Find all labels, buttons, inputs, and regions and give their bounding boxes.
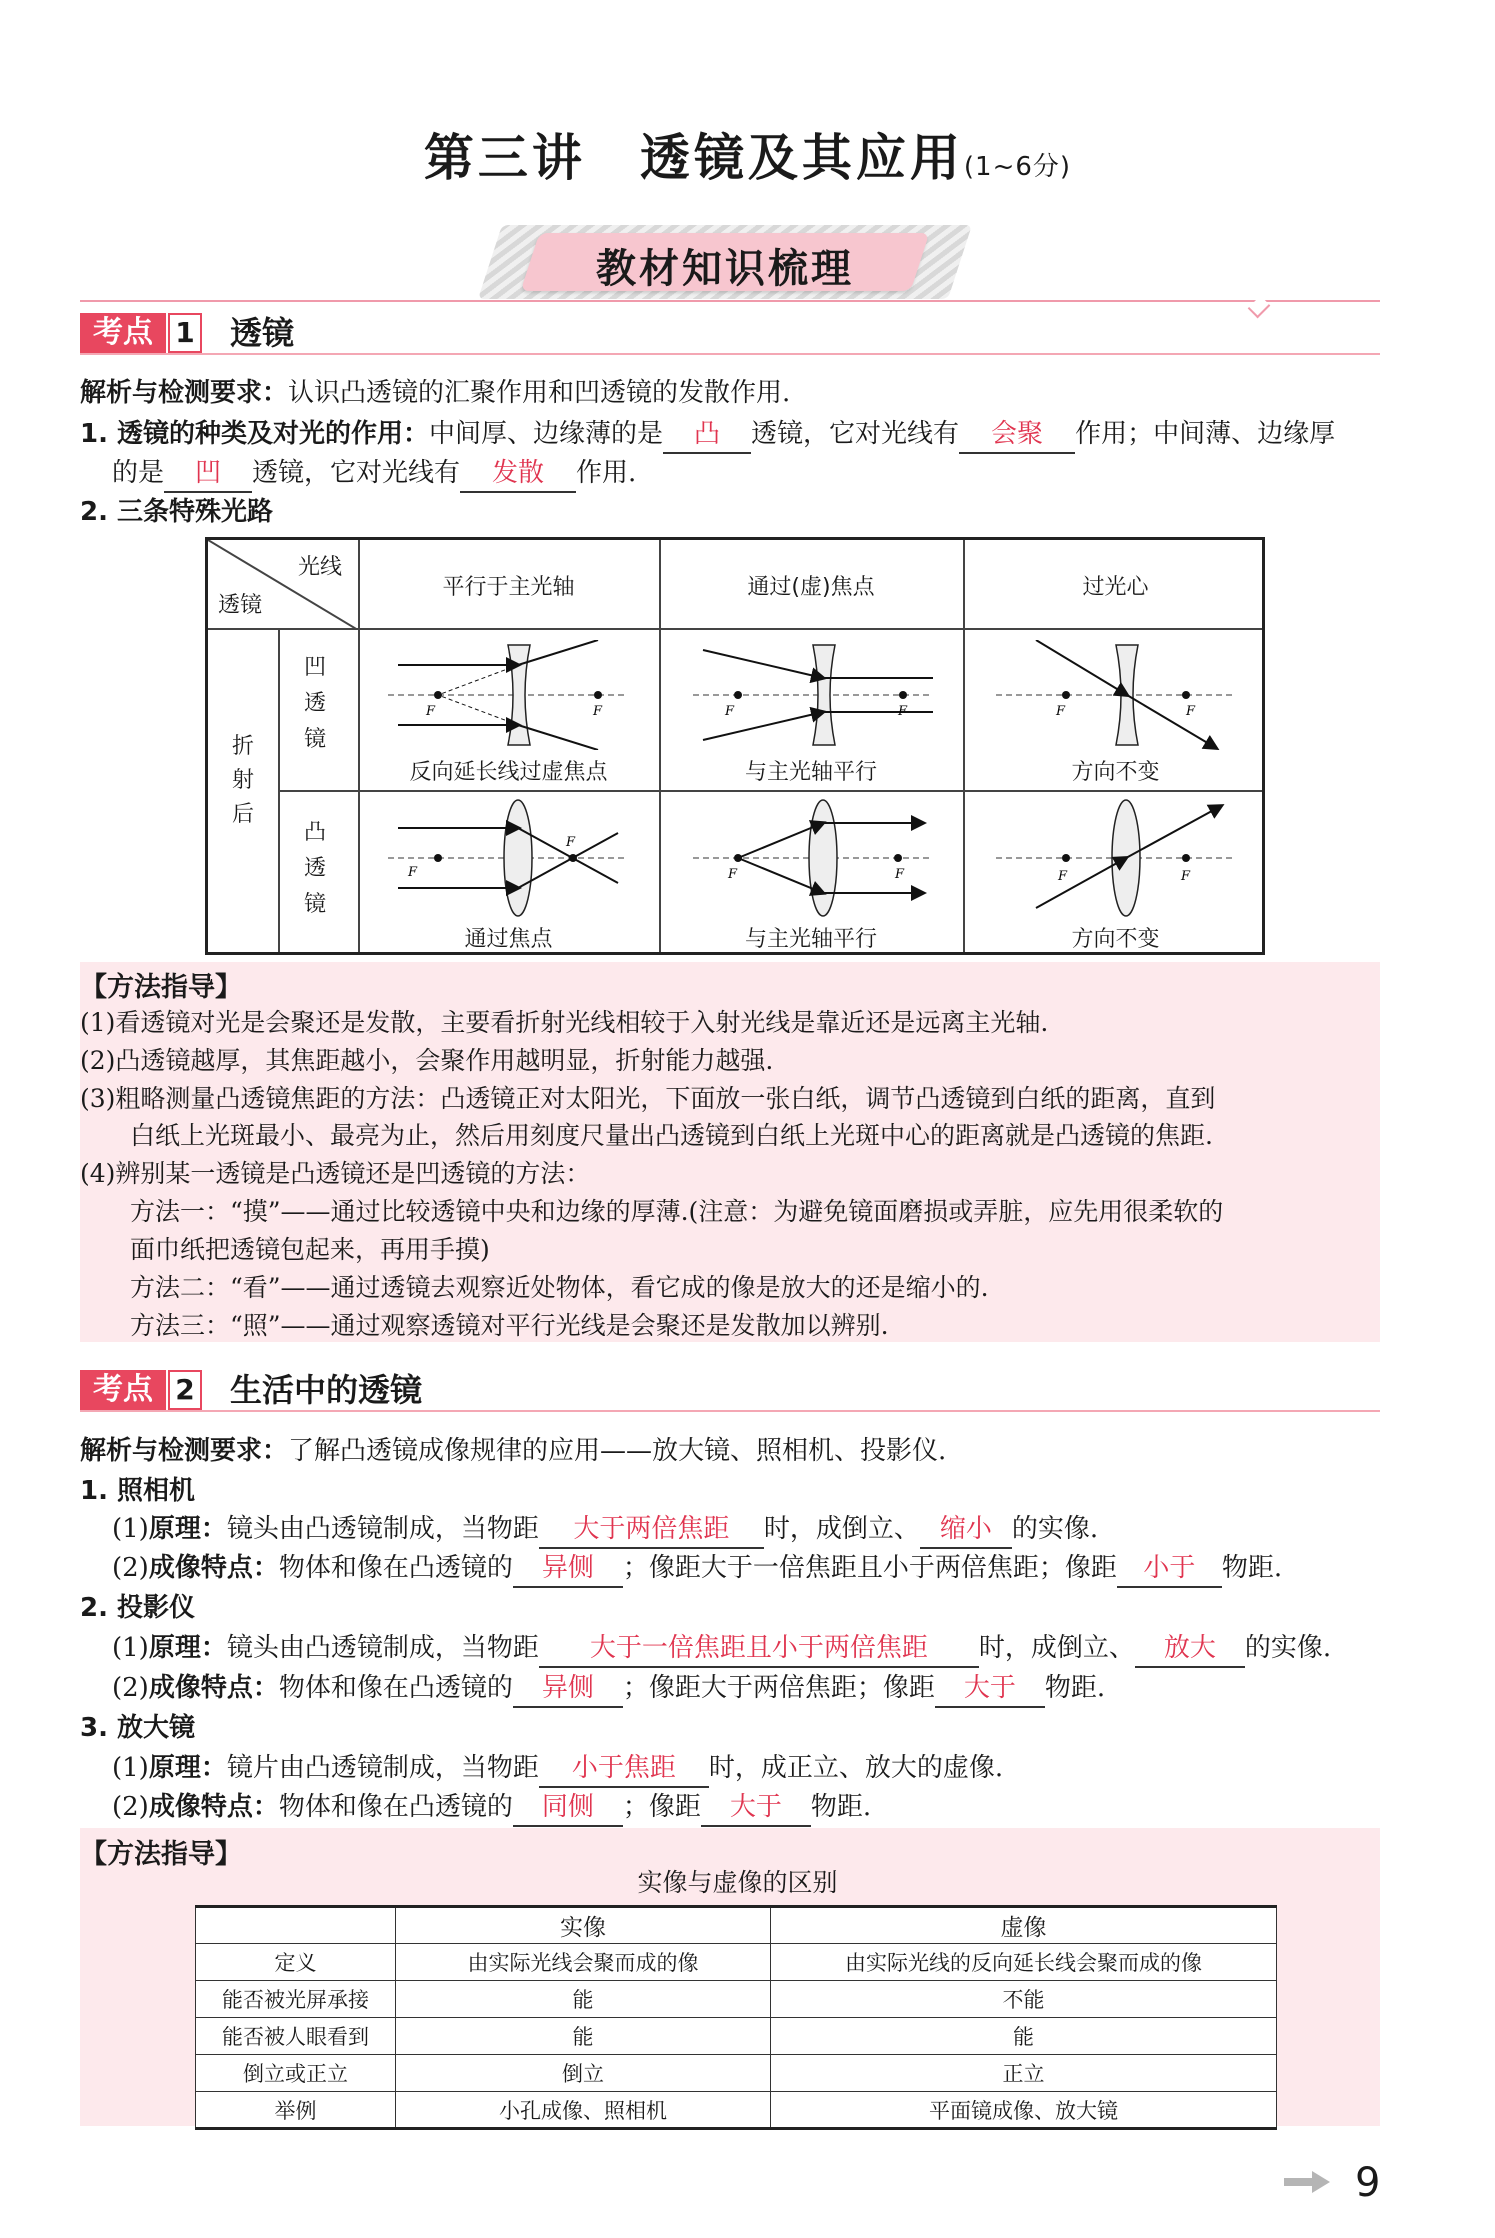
text: 物距. bbox=[1221, 1553, 1283, 1583]
focus-label: F bbox=[408, 865, 418, 880]
projector-principle bbox=[112, 1630, 1331, 1668]
header-divider bbox=[80, 300, 1380, 302]
camera-principle bbox=[112, 1511, 1098, 1549]
convex-focus-diagram bbox=[673, 798, 953, 923]
text: 原理： bbox=[148, 1753, 227, 1783]
focus-label: F bbox=[566, 835, 576, 850]
text: (1) bbox=[112, 1753, 149, 1783]
magnifier-principle bbox=[112, 1750, 1003, 1788]
answer-blank: 大于一倍焦距且小于两倍焦距 bbox=[539, 1630, 979, 1668]
method1-line8: 方法二：“看”——通过透镜去观察近处物体，看它成的像是放大的还是缩小的. bbox=[130, 1273, 989, 1302]
kaodian-number: 1 bbox=[168, 313, 202, 353]
focus-label: F bbox=[898, 704, 908, 719]
focus-label: F bbox=[593, 704, 603, 719]
method1-line1: (1)看透镜对光是会聚还是发散，主要看折射光线相较于入射光线是靠近还是远离主光轴. bbox=[80, 1008, 1049, 1037]
table-cell: 正立 bbox=[771, 2055, 1277, 2092]
answer-blank: 放大 bbox=[1135, 1630, 1245, 1668]
table-header-row bbox=[196, 1907, 1277, 1944]
item1-label: 1. 透镜的种类及对光的作用： bbox=[80, 419, 430, 449]
table-cell: 小孔成像、照相机 bbox=[396, 2092, 771, 2129]
item1-line2 bbox=[112, 455, 636, 493]
table-header bbox=[196, 1907, 396, 1944]
table-cell: 定义 bbox=[196, 1944, 396, 1981]
answer-blank: 小于 bbox=[1117, 1550, 1222, 1588]
r2c1-caption: 通过焦点 bbox=[464, 927, 553, 952]
method1-line9: 方法三：“照”——通过观察透镜对平行光线是会聚还是发散加以辨别. bbox=[130, 1311, 889, 1340]
kaodian-label: 考点 bbox=[80, 313, 166, 353]
side-label: 折射后 bbox=[231, 734, 254, 827]
text: (1) bbox=[112, 1514, 149, 1544]
text: 作用；中间薄、边缘厚 bbox=[1075, 419, 1336, 449]
text: 透镜，它对光线有 bbox=[751, 419, 960, 449]
method1-line6: 方法一：“摸”——通过比较透镜中央和边缘的厚薄.(注意：为避免镜面磨损或弄脏，应先用很柔软的 bbox=[130, 1197, 1224, 1226]
answer-blank: 异侧 bbox=[513, 1670, 623, 1708]
method1-line3: (3)粗略测量凸透镜焦距的方法：凸透镜正对太阳光，下面放一张白纸，调节凸透镜到白纸的距离，直到 bbox=[80, 1084, 1216, 1113]
camera-features bbox=[112, 1550, 1282, 1588]
table-header: 实像 bbox=[396, 1907, 771, 1944]
requirement-1 bbox=[80, 375, 790, 411]
page-title bbox=[0, 118, 1495, 190]
kaodian-name: 透镜 bbox=[230, 314, 295, 352]
method1-line4: 白纸上光斑最小、最亮为止，然后用刻度尺量出凸透镜到白纸上光斑中心的距离就是凸透镜的焦距. bbox=[130, 1121, 1213, 1150]
text: 镜头由凸透镜制成，当物距 bbox=[226, 1514, 539, 1544]
section-banner bbox=[490, 225, 960, 299]
page-arrow-icon bbox=[1282, 2168, 1332, 2196]
table-cell: 平面镜成像、放大镜 bbox=[771, 2092, 1277, 2129]
text: 原理： bbox=[148, 1514, 227, 1544]
optics-table bbox=[205, 537, 1265, 955]
requirement-2 bbox=[80, 1433, 946, 1469]
score-range: (1~6分) bbox=[963, 152, 1072, 182]
text: 的是 bbox=[112, 458, 165, 488]
method1-line7: 面巾纸把透镜包起来，再用手摸) bbox=[130, 1235, 490, 1264]
title-text: 第三讲 透镜及其应用 bbox=[423, 129, 964, 187]
answer-blank: 同侧 bbox=[513, 1789, 623, 1827]
row2-label: 凸透镜 bbox=[303, 820, 326, 917]
text: 原理： bbox=[148, 1633, 227, 1663]
table-row bbox=[196, 2018, 1277, 2055]
text: 成像特点： bbox=[148, 1553, 279, 1583]
text: 成像特点： bbox=[148, 1792, 279, 1822]
item1-line1 bbox=[80, 416, 1335, 454]
answer-blank: 小于焦距 bbox=[539, 1750, 709, 1788]
table-row bbox=[196, 1944, 1277, 1981]
table-cell: 由实际光线会聚而成的像 bbox=[396, 1944, 771, 1981]
text: (2) bbox=[112, 1553, 149, 1583]
convex-center-diagram bbox=[976, 798, 1256, 923]
kaodian-name: 生活中的透镜 bbox=[230, 1371, 423, 1409]
text: ；像距 bbox=[622, 1792, 701, 1822]
text: ；像距大于一倍焦距且小于两倍焦距；像距 bbox=[622, 1553, 1117, 1583]
answer-blank: 大于 bbox=[701, 1789, 811, 1827]
item2-label: 2. 三条特殊光路 bbox=[80, 497, 274, 527]
text: 物体和像在凸透镜的 bbox=[278, 1792, 513, 1822]
table-cell: 能否被光屏承接 bbox=[196, 1981, 396, 2018]
focus-label: F bbox=[1181, 869, 1191, 884]
answer-blank: 缩小 bbox=[920, 1511, 1012, 1549]
text: 时，成倒立、 bbox=[978, 1633, 1135, 1663]
text: 物体和像在凸透镜的 bbox=[278, 1553, 513, 1583]
table-cell: 倒立 bbox=[396, 2055, 771, 2092]
text: 中间厚、边缘薄的是 bbox=[429, 419, 664, 449]
concave-center-diagram bbox=[976, 640, 1256, 750]
table-row bbox=[196, 2092, 1277, 2129]
answer-blank: 大于 bbox=[935, 1670, 1045, 1708]
text: 物体和像在凸透镜的 bbox=[278, 1673, 513, 1703]
col-header-1: 平行于主光轴 bbox=[442, 575, 575, 600]
text: 物距. bbox=[810, 1792, 872, 1822]
text: 物距. bbox=[1044, 1673, 1106, 1703]
focus-label: F bbox=[1058, 869, 1068, 884]
table-cell: 倒立或正立 bbox=[196, 2055, 396, 2092]
convex-parallel-diagram bbox=[368, 798, 648, 923]
table-cell: 能 bbox=[396, 2018, 771, 2055]
camera-title: 1. 照相机 bbox=[80, 1476, 196, 1506]
text: (2) bbox=[112, 1792, 149, 1822]
focus-label: F bbox=[426, 704, 436, 719]
magnifier-features bbox=[112, 1789, 871, 1827]
table-header: 虚像 bbox=[771, 1907, 1277, 1944]
method-head-1: 【方法指导】 bbox=[80, 972, 242, 1003]
magnifier-title: 3. 放大镜 bbox=[80, 1713, 196, 1743]
answer-blank: 凸 bbox=[663, 416, 751, 454]
requirement-label: 解析与检测要求： bbox=[80, 378, 289, 408]
table-cell: 不能 bbox=[771, 1981, 1277, 2018]
answer-blank: 会聚 bbox=[959, 416, 1075, 454]
requirement-text: 认识凸透镜的汇聚作用和凹透镜的发散作用. bbox=[288, 378, 791, 408]
answer-blank: 凹 bbox=[164, 455, 252, 493]
kaodian-number: 2 bbox=[168, 1370, 202, 1410]
kaodian-label: 考点 bbox=[80, 1370, 166, 1410]
row1-label: 凹透镜 bbox=[303, 655, 326, 752]
focus-label: F bbox=[1186, 704, 1196, 719]
table-cell: 能 bbox=[396, 1981, 771, 2018]
corner-bottom: 透镜 bbox=[218, 593, 263, 618]
page-number: 9 bbox=[1355, 2160, 1381, 2206]
concave-focus-diagram bbox=[673, 640, 953, 750]
text: (2) bbox=[112, 1673, 149, 1703]
table-cell: 举例 bbox=[196, 2092, 396, 2129]
r1c3-caption: 方向不变 bbox=[1071, 760, 1160, 785]
text: 作用. bbox=[576, 458, 637, 488]
requirement-label: 解析与检测要求： bbox=[80, 1436, 289, 1466]
text: 镜片由凸透镜制成，当物距 bbox=[226, 1753, 539, 1783]
focus-label: F bbox=[895, 867, 905, 882]
table-cell: 能否被人眼看到 bbox=[196, 2018, 396, 2055]
text: ；像距大于两倍焦距；像距 bbox=[622, 1673, 935, 1703]
r1c1-caption: 反向延长线过虚焦点 bbox=[409, 760, 608, 785]
text: (1) bbox=[112, 1633, 149, 1663]
r2c3-caption: 方向不变 bbox=[1071, 927, 1160, 952]
text: 透镜，它对光线有 bbox=[252, 458, 461, 488]
table-row bbox=[196, 1981, 1277, 2018]
focus-label: F bbox=[725, 704, 735, 719]
answer-blank: 异侧 bbox=[513, 1550, 623, 1588]
col-header-3: 过光心 bbox=[1082, 575, 1149, 600]
table-row bbox=[196, 2055, 1277, 2092]
method1-line5: (4)辨别某一透镜是凸透镜还是凹透镜的方法： bbox=[80, 1159, 591, 1188]
table-cell: 由实际光线的反向延长线会聚而成的像 bbox=[771, 1944, 1277, 1981]
text: 的实像. bbox=[1011, 1514, 1099, 1544]
text: 成像特点： bbox=[148, 1673, 279, 1703]
answer-blank: 大于两倍焦距 bbox=[539, 1511, 764, 1549]
r1c2-caption: 与主光轴平行 bbox=[744, 760, 877, 785]
banner-text: 教材知识梳理 bbox=[596, 246, 854, 292]
real-virtual-table bbox=[195, 1905, 1277, 2130]
r2c2-caption: 与主光轴平行 bbox=[744, 927, 877, 952]
answer-blank: 发散 bbox=[460, 455, 576, 493]
requirement-text: 了解凸透镜成像规律的应用——放大镜、照相机、投影仪. bbox=[288, 1436, 947, 1466]
text: 时，成正立、放大的虚像. bbox=[708, 1753, 1004, 1783]
concave-parallel-diagram bbox=[368, 640, 648, 750]
text: 的实像. bbox=[1244, 1633, 1332, 1663]
projector-title: 2. 投影仪 bbox=[80, 1593, 196, 1623]
rv-table-title: 实像与虚像的区别 bbox=[637, 1868, 838, 1897]
corner-top: 光线 bbox=[298, 555, 343, 580]
focus-label: F bbox=[1056, 704, 1066, 719]
table-cell: 能 bbox=[771, 2018, 1277, 2055]
projector-features bbox=[112, 1670, 1105, 1708]
text: 镜头由凸透镜制成，当物距 bbox=[226, 1633, 539, 1663]
focus-label: F bbox=[728, 867, 738, 882]
text: 时，成倒立、 bbox=[763, 1514, 920, 1544]
method1-line2: (2)凸透镜越厚，其焦距越小，会聚作用越明显，折射能力越强. bbox=[80, 1046, 774, 1075]
col-header-2: 通过(虚)焦点 bbox=[747, 575, 875, 600]
method-head-2: 【方法指导】 bbox=[80, 1839, 242, 1870]
